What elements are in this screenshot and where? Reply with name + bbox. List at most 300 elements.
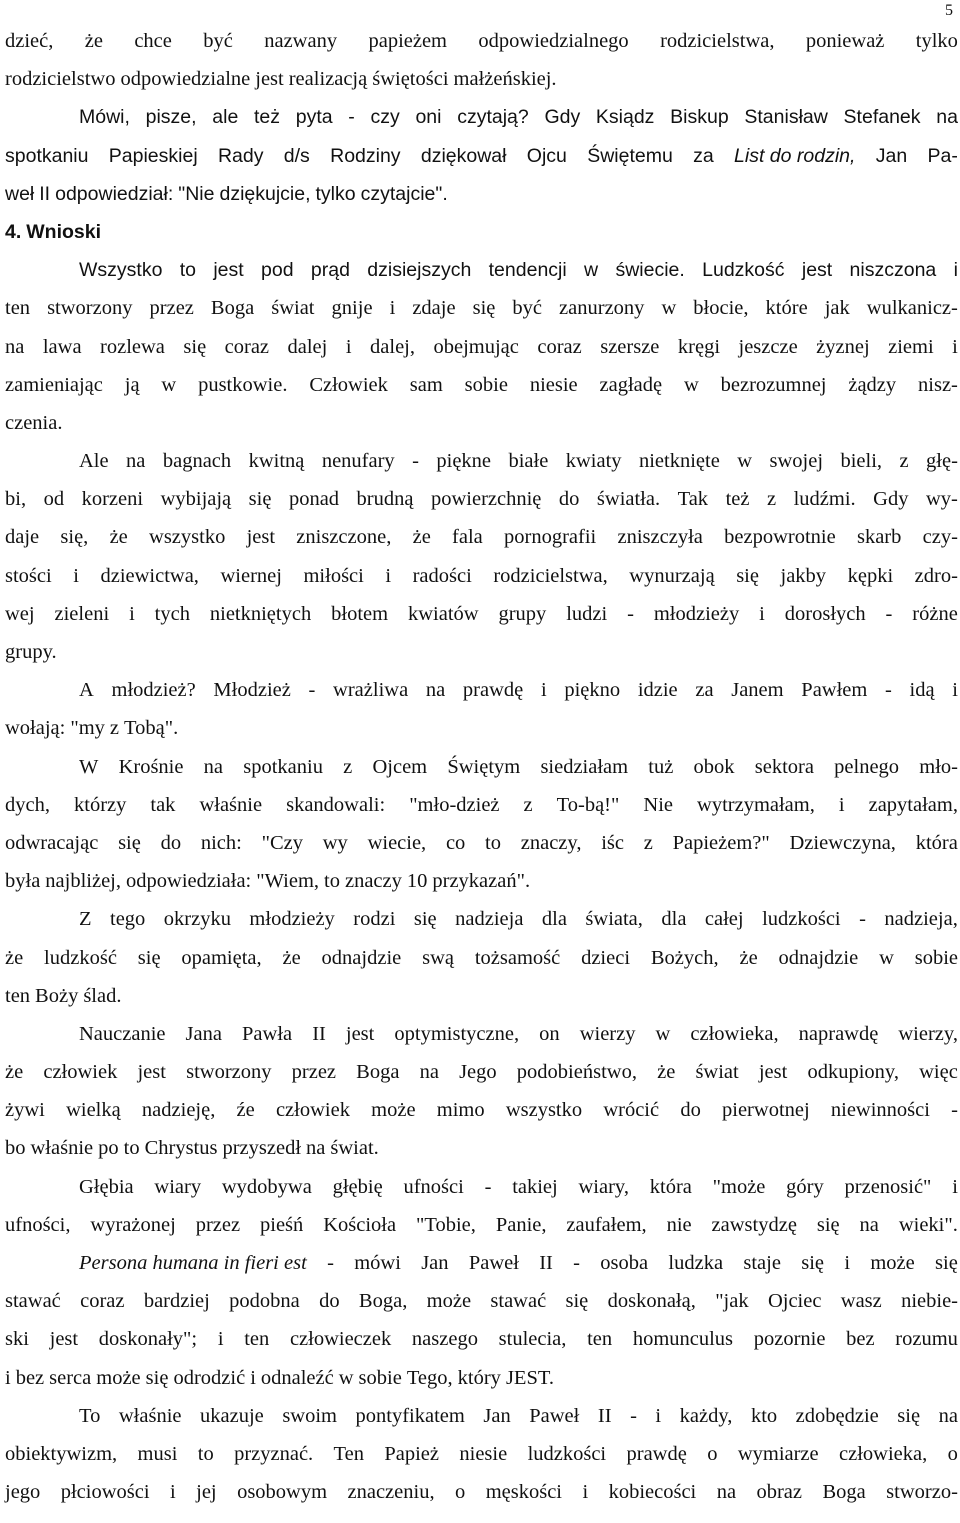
word: coraz [537, 335, 582, 358]
word: Człowiek [309, 373, 388, 396]
word: więc [919, 1061, 958, 1084]
word: bi, [5, 488, 27, 511]
word: Biskup [670, 106, 729, 129]
text-line [5, 1435, 958, 1473]
word: w [879, 946, 894, 969]
word: ten [244, 1328, 270, 1351]
word: nietkniętych [209, 602, 312, 625]
word: do [319, 1290, 340, 1313]
word: - [951, 1099, 958, 1122]
word: wytrzymałam, [697, 793, 815, 816]
word: kwiaty [565, 450, 622, 473]
word: przyszedł [222, 1137, 302, 1160]
word: pozornie [753, 1328, 826, 1351]
word: wielką [66, 1099, 121, 1122]
word: z [643, 831, 653, 854]
word: grupy. [5, 641, 57, 663]
word: zdaje [412, 297, 456, 320]
word: różne [912, 602, 958, 625]
word: się [118, 831, 141, 854]
word: każdy, [679, 1404, 733, 1427]
word: Wszystko [79, 259, 163, 282]
word: ponad [288, 488, 340, 511]
word: rodzicielstwa, [660, 30, 775, 52]
word: Mówi, [79, 106, 130, 129]
text-line [5, 748, 958, 786]
word: przez [149, 297, 194, 320]
word: weł [5, 182, 35, 205]
text-line [5, 1168, 958, 1206]
word: głę- [926, 450, 958, 473]
word: optymistyczne, [394, 1022, 520, 1045]
word: i [540, 679, 547, 702]
word: odkupiony, [807, 1061, 899, 1084]
word: i [838, 793, 845, 816]
word: nietknięte [638, 450, 720, 473]
word: Świętym [447, 755, 521, 778]
word: niszczona [849, 259, 937, 282]
text-line [5, 480, 958, 518]
word: jest [49, 1328, 79, 1351]
text-line [5, 557, 958, 595]
word: spotkaniu [5, 144, 89, 167]
text-line [5, 98, 958, 136]
word: się, [60, 526, 89, 549]
word: od [43, 488, 65, 511]
word: wy [322, 831, 348, 854]
word: odnajdzie [321, 946, 402, 969]
word: z [523, 793, 533, 816]
word: sektora [754, 755, 814, 778]
word: prąd [310, 259, 350, 282]
word: wszystko [505, 1099, 583, 1122]
word: obok [693, 755, 735, 778]
word: wydobywa [221, 1175, 312, 1198]
word: nadzieję, [141, 1099, 216, 1122]
word: tylko [915, 30, 958, 52]
word: d/s [283, 144, 310, 167]
word: którzy [74, 793, 127, 816]
word: na [936, 106, 958, 129]
word: swojej [769, 450, 824, 473]
word: wiecie, [367, 831, 427, 854]
word: się [897, 1404, 921, 1427]
word: ziemi [888, 335, 934, 358]
word: "my [70, 717, 105, 740]
word: wołają: [5, 717, 66, 740]
word: dziękował [420, 144, 507, 167]
word: w [683, 373, 699, 396]
word: człowieka, [839, 1442, 928, 1465]
word: pieśń [260, 1213, 304, 1236]
word: rodzicielstwa, [493, 564, 608, 587]
word: dorosłych [784, 602, 866, 625]
word: i [5, 1366, 11, 1389]
text-line [5, 175, 958, 213]
word: i [73, 564, 79, 587]
word: że [657, 1061, 676, 1084]
word: Kościoła [323, 1213, 397, 1236]
word: i [952, 335, 958, 358]
word: "może [712, 1175, 766, 1198]
text-line [5, 137, 958, 175]
word: o [455, 1481, 466, 1504]
word: korzeni [81, 488, 144, 511]
word: na [306, 1137, 326, 1160]
word: w [338, 1366, 354, 1389]
word: pyta [295, 106, 333, 129]
word: homunculus [632, 1328, 734, 1351]
word: stawać [5, 1290, 61, 1313]
word: w [161, 373, 177, 396]
word: tylko [315, 182, 356, 205]
word: że [5, 946, 24, 969]
text-line [5, 1282, 958, 1320]
word: ślad. [83, 984, 122, 1007]
word: takiej [512, 1175, 558, 1198]
word: może [371, 1099, 416, 1122]
word: opamięta, [181, 946, 262, 969]
word: też [725, 488, 750, 511]
word: Papież [384, 1442, 440, 1465]
word: nie [666, 1213, 692, 1236]
word: brudną [356, 488, 414, 511]
word: Persona humana in fieri est [79, 1252, 307, 1274]
word: zieleni [54, 602, 110, 625]
word: wyrażonej [90, 1213, 176, 1236]
word: właśnie [199, 793, 263, 816]
word: stworzony [47, 297, 133, 320]
word: Ojcem [372, 755, 428, 778]
word: Boga [356, 1061, 400, 1084]
word: się [248, 488, 272, 511]
word: podobna [229, 1290, 300, 1313]
word: Stefanek [843, 106, 921, 129]
text-line [5, 1206, 958, 1244]
word: ją [124, 373, 140, 396]
word: że [109, 526, 128, 549]
word: kwiatów [407, 602, 479, 625]
word: - [412, 450, 419, 473]
word: - [885, 602, 893, 625]
word: być [203, 30, 233, 52]
word: obejmując [433, 335, 519, 358]
word: młodzież? [111, 679, 196, 702]
word: za [693, 144, 714, 167]
text-line [5, 251, 958, 289]
word: w [661, 297, 677, 320]
word: i [250, 1366, 256, 1389]
word: dzieci [581, 946, 631, 969]
text-line [5, 939, 958, 977]
word: o [947, 1442, 958, 1465]
word: z [766, 488, 777, 511]
word: coraz [224, 335, 270, 358]
text-line [5, 1015, 958, 1053]
word: skandowali: [286, 793, 386, 816]
text-line [5, 671, 958, 709]
word: Gdy [544, 106, 581, 129]
text-line [5, 60, 958, 98]
word: na [716, 1481, 737, 1504]
word: nich: [200, 831, 242, 854]
word: na [425, 679, 446, 702]
word: białe [508, 450, 549, 473]
word: z [343, 755, 353, 778]
word: rodzi [353, 908, 396, 931]
word: jego [5, 1481, 41, 1504]
word: odpowiedział: [55, 182, 174, 205]
word: dalej, [370, 335, 415, 358]
word: bagnach [162, 450, 232, 473]
text-line [5, 824, 958, 862]
word: Boga [822, 1481, 866, 1504]
word: góry [786, 1175, 824, 1198]
text-line [5, 289, 958, 327]
word: zniszczyła [617, 526, 703, 549]
word: znaczy [344, 870, 402, 893]
word: zapytałam, [868, 793, 958, 816]
word: jej [196, 1481, 217, 1504]
word: że [5, 1061, 24, 1084]
word: miłości [303, 564, 364, 587]
word: z [899, 450, 909, 473]
word: niesie [459, 1442, 508, 1465]
word: wybijają [160, 488, 232, 511]
document-body [5, 22, 958, 1511]
word: mimo [436, 1099, 485, 1122]
text-line [5, 633, 958, 671]
word: który [457, 1366, 501, 1389]
word: dzieć, [5, 30, 54, 52]
word: Pa- [927, 144, 958, 167]
word: JEST. [505, 1366, 554, 1389]
word: Boga, [358, 1290, 408, 1313]
word: płciowości [60, 1481, 150, 1504]
word: - [348, 106, 355, 129]
word: ludzkość [44, 946, 117, 969]
word: chce [134, 30, 172, 52]
word: "Nie [178, 182, 215, 205]
word: osoba [600, 1252, 649, 1274]
word: kępki [847, 564, 894, 587]
word: 10 [406, 870, 428, 893]
word: może [870, 1252, 915, 1274]
word: jest [758, 1061, 788, 1084]
word: stości [5, 564, 52, 587]
word: Wnioski [26, 220, 102, 243]
word: To [79, 1404, 101, 1427]
word: głębię [332, 1175, 383, 1198]
word: II [597, 1404, 612, 1427]
word: jest [255, 68, 284, 91]
word: dla [661, 908, 687, 931]
word: ufności [403, 1175, 464, 1198]
word: To-bą!" [556, 793, 620, 816]
word: odpowiedziała: [126, 870, 252, 893]
text-line [5, 328, 958, 366]
text-line [5, 977, 958, 1015]
word: wej [5, 602, 35, 625]
word: nazwany [264, 30, 338, 52]
word: i [217, 1328, 224, 1351]
word: wrażliwa [333, 679, 409, 702]
word: Ludzkość [702, 259, 785, 282]
text-line [5, 1473, 958, 1511]
word: czytają? [457, 106, 529, 129]
word: i [129, 602, 135, 625]
word: mło- [919, 755, 958, 778]
word: najbliżej, [45, 870, 122, 893]
text-line [5, 22, 958, 60]
word: właśnie [30, 1137, 94, 1160]
word: i [170, 1481, 176, 1504]
word: na [419, 1061, 439, 1084]
word: i [759, 602, 765, 625]
word: niewinności [830, 1099, 930, 1122]
word: może [426, 1290, 472, 1313]
word: Świętemu [587, 144, 673, 167]
word: zniszczone, [296, 526, 392, 549]
word: wszystko [149, 526, 226, 549]
word: i [582, 1481, 589, 1504]
word: pornografii [504, 526, 597, 549]
word: Janem [731, 679, 784, 702]
word: też [254, 106, 281, 129]
word: nadzieja, [884, 908, 958, 931]
word: jest [801, 259, 833, 282]
word: ponieważ [805, 30, 885, 52]
word: stworzo- [886, 1481, 958, 1504]
word: odwracając [5, 831, 99, 854]
word: znaczy, [520, 831, 582, 854]
word: stulecia, [498, 1328, 567, 1351]
word: się [183, 335, 207, 358]
text-line [5, 404, 958, 442]
word: stworzony [186, 1061, 272, 1084]
word: i [345, 335, 352, 358]
word: on [539, 1022, 560, 1045]
word: co [445, 831, 466, 854]
word: dalej [287, 335, 328, 358]
word: młodzieży [249, 908, 335, 931]
word: czenia. [5, 411, 63, 434]
word: jeszcze [738, 335, 798, 358]
word: niesie [529, 373, 578, 396]
word: dziewictwa, [100, 564, 199, 587]
word: ten [587, 1328, 613, 1351]
word: o [707, 1442, 718, 1465]
word: wieki". [898, 1213, 958, 1236]
word: Dziewczyna, [789, 831, 896, 854]
word: świata, [585, 908, 643, 931]
word: źe [236, 1099, 255, 1122]
word: szersze [600, 335, 660, 358]
word: mówi [354, 1252, 401, 1274]
word: doskonałą, [607, 1290, 696, 1313]
word: tuż [648, 755, 674, 778]
word: się [816, 1213, 840, 1236]
word: Paweł [529, 1404, 580, 1427]
text-line [5, 1397, 958, 1435]
text-line [5, 862, 958, 900]
text-line [5, 1129, 958, 1167]
word: kwitną [248, 450, 305, 473]
word: że [739, 946, 758, 969]
word: żywi [5, 1099, 45, 1122]
word: odrodzić [173, 1366, 246, 1389]
word: 4. [5, 220, 22, 243]
word: jest [213, 259, 244, 282]
word: rodzicielstwo [5, 68, 116, 91]
word: przez [291, 1061, 337, 1084]
word: jakby [780, 564, 827, 587]
word: pontyfikatem [355, 1404, 465, 1427]
word: swoim [282, 1404, 337, 1427]
word: Gdy [873, 488, 909, 511]
word: prawdę [626, 1442, 687, 1465]
word: odnaleźć [260, 1366, 334, 1389]
word: za [695, 679, 714, 702]
text-line [5, 786, 958, 824]
word: - [885, 679, 892, 702]
word: gnije [331, 297, 373, 320]
word: na [5, 335, 25, 358]
word: lawa [42, 335, 82, 358]
word: się [565, 1290, 589, 1313]
word: po [98, 1137, 119, 1160]
word: jest [345, 1022, 375, 1045]
word: Chrystus [144, 1137, 218, 1160]
word: coraz [80, 1290, 125, 1313]
word: wiary, [578, 1175, 629, 1198]
word: i [952, 679, 958, 702]
word: męskości [485, 1481, 562, 1504]
word: ludzi [566, 602, 608, 625]
word: Ten [333, 1442, 364, 1465]
word: Jana [185, 1022, 222, 1045]
word: z [109, 717, 120, 740]
word: człowieka, [690, 1022, 779, 1045]
word: wiernej [220, 564, 282, 587]
word: zaufałem, [566, 1213, 647, 1236]
word: się [801, 1252, 825, 1274]
word: - [573, 1252, 580, 1274]
word: Papieżem?" [672, 831, 770, 854]
word: kto [750, 1404, 778, 1427]
word: się [137, 946, 161, 969]
word: która [649, 1175, 692, 1198]
word: II [39, 182, 51, 205]
word: "Tobie, [416, 1213, 476, 1236]
word: II [312, 1022, 326, 1045]
word: przenosić" [844, 1175, 932, 1198]
text-line [5, 1320, 958, 1358]
word: serca [49, 1366, 92, 1389]
word: do [160, 831, 182, 854]
word: świat [271, 297, 315, 320]
word: światła. [596, 488, 661, 511]
word: rozumu [895, 1328, 958, 1351]
word: błocie, [693, 297, 749, 320]
word: że [84, 30, 103, 52]
word: to [179, 259, 197, 282]
word: to [324, 870, 340, 893]
word: sobie [358, 1366, 402, 1389]
word: i [952, 1175, 958, 1198]
word: "Czy [261, 831, 303, 854]
word: tendencji [488, 259, 567, 282]
